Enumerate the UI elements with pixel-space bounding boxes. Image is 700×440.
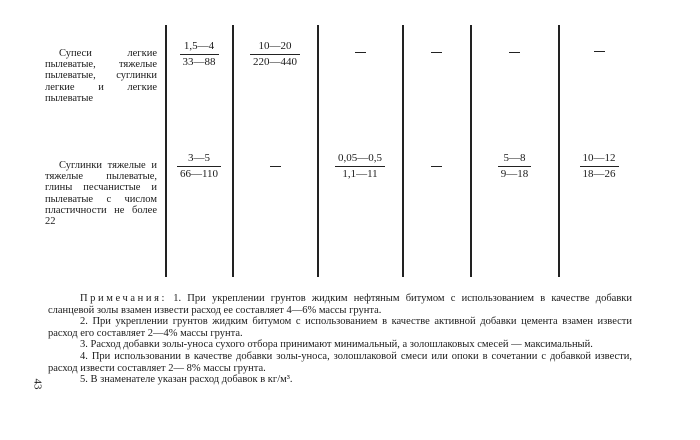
dash-empty bbox=[270, 166, 281, 168]
table-cell bbox=[233, 40, 317, 69]
dash-empty bbox=[431, 166, 442, 168]
table-cell bbox=[318, 152, 402, 181]
table-cell bbox=[166, 40, 232, 69]
table-column-rule bbox=[402, 25, 404, 277]
fraction: $\frac{0,05—0,5}{1,1—11}$ bbox=[335, 152, 385, 181]
table-cell bbox=[559, 45, 639, 58]
soil-type-label: Супеси легкие пылеватые, тяжелые пылеватые, суглинки легкие и легкие пылеватые bbox=[45, 48, 157, 104]
fraction: $\frac{1,5—4}{33—88}$ bbox=[180, 40, 219, 69]
note-3: 3. Расход добавки золы-уноса сухого отбора принимают минимальный, а золошлаковых смесей — максимальный. bbox=[80, 339, 593, 351]
fraction: $\frac{3—5}{66—110}$ bbox=[177, 152, 221, 181]
dash-empty bbox=[355, 52, 366, 54]
table-column-rule bbox=[317, 25, 319, 277]
note-2: 2. При укреплении грунтов жидким битумом с использованием в качестве активной добавки цемента взамен извести расход его составляет 2—4% массы грунта. bbox=[48, 316, 632, 339]
table-cell bbox=[403, 46, 470, 59]
fraction: $\frac{5—8}{9—18}$ bbox=[498, 152, 532, 181]
notes-heading: Примечания: bbox=[80, 293, 168, 304]
note-5: 5. В знаменателе указан расход добавок в кг/м³. bbox=[80, 374, 293, 386]
note-4: 4. При использовании в качестве добавки золы-уноса, золошлаковой смеси или опоки в сочетании с добавкой извести, расход извести составляет 2— 8% массы грунта. bbox=[48, 350, 632, 374]
table-cell bbox=[318, 46, 402, 59]
fraction: $\frac{10—12}{18—26}$ bbox=[580, 152, 619, 181]
table-cell bbox=[471, 46, 558, 59]
soil-type-label: Суглинки тяжелые и тяжелые пылеватые, глины песчанистые и пылеватые с числом пластичности не более 22 bbox=[45, 160, 157, 228]
fraction: $\frac{10—20}{220—440}$ bbox=[250, 40, 300, 69]
table-cell bbox=[233, 160, 317, 173]
note-1: Примечания: 1. При укреплении грунтов жидким нефтяным битумом с использованием в качестве добавки сланцевой золы взамен извести расход ее составляет 4—6% массы грунта. bbox=[48, 293, 632, 316]
table-column-rule bbox=[470, 25, 472, 277]
dash-empty bbox=[431, 52, 442, 54]
dash-empty bbox=[594, 51, 605, 53]
page-number: 43 bbox=[31, 378, 44, 390]
table-cell bbox=[471, 152, 558, 181]
notes-section bbox=[48, 293, 632, 386]
table-cell bbox=[166, 152, 232, 181]
table-cell bbox=[403, 160, 470, 173]
table-column-rule bbox=[558, 25, 560, 277]
table-cell bbox=[559, 152, 639, 181]
dash-empty bbox=[509, 52, 520, 54]
